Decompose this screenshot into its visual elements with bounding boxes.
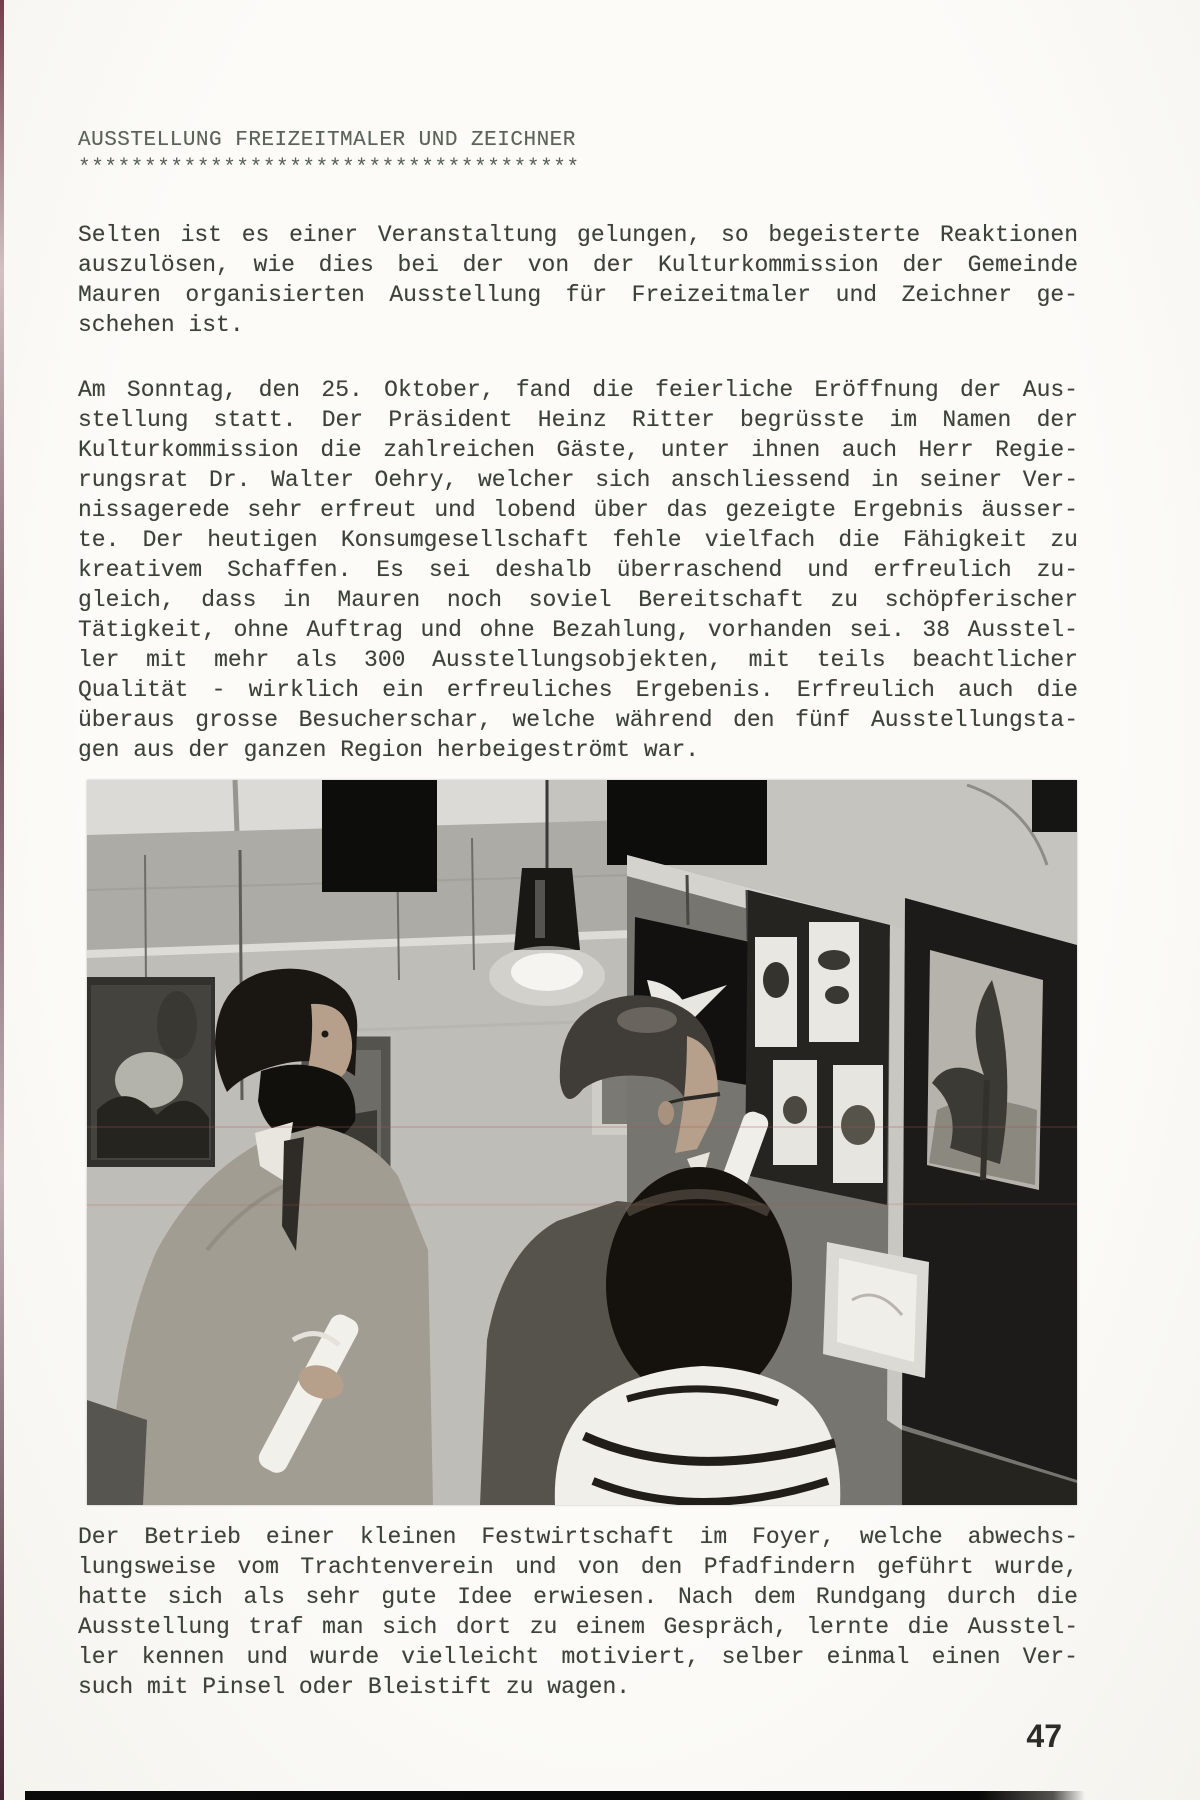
text-line: kreativem Schaffen. Es sei deshalb überraschend und erfreulich zu- bbox=[78, 557, 1078, 583]
text-line: ler mit mehr als 300 Ausstellungsobjekten, mit teils beachtlicher bbox=[78, 647, 1078, 673]
text-line: Mauren organisierten Ausstellung für Freizeitmaler und Zeichner ge- bbox=[78, 282, 1078, 308]
exhibition-photo-illustration bbox=[87, 780, 1077, 1505]
text-line: auszulösen, wie dies bei der von der Kulturkommission der Gemeinde bbox=[78, 252, 1078, 278]
paragraph bbox=[78, 1522, 1078, 1702]
scan-edge-bar bbox=[25, 1791, 1085, 1800]
text-line: stellung statt. Der Präsident Heinz Ritter begrüsste im Namen der bbox=[78, 407, 1078, 433]
text-line: gen aus der ganzen Region herbeigeströmt war. bbox=[78, 737, 700, 763]
page-title: AUSSTELLUNG FREIZEITMALER UND ZEICHNER bbox=[78, 129, 576, 152]
text-line: te. Der heutigen Konsumgesellschaft fehle vielfach die Fähigkeit zu bbox=[78, 527, 1078, 553]
text-line: Kulturkommission die zahlreichen Gäste, unter ihnen auch Herr Regie- bbox=[78, 437, 1078, 463]
text-line: hatte sich als sehr gute Idee erwiesen. Nach dem Rundgang durch die bbox=[78, 1584, 1078, 1610]
text-line: gleich, dass in Mauren noch soviel Bereitschaft zu schöpferischer bbox=[78, 587, 1078, 613]
text-line: such mit Pinsel oder Bleistift zu wagen. bbox=[78, 1674, 631, 1700]
text-line: Am Sonntag, den 25. Oktober, fand die feierliche Eröffnung der Aus- bbox=[78, 377, 1078, 403]
text-line: überaus grosse Besucherschar, welche während den fünf Ausstellungsta- bbox=[78, 707, 1078, 733]
page-number: 47 bbox=[1026, 1718, 1062, 1754]
binding-spine-strip bbox=[0, 0, 4, 1800]
text-line: Der Betrieb einer kleinen Festwirtschaft im Foyer, welche abwechs- bbox=[78, 1524, 1078, 1550]
text-line: ler kennen und wurde vielleicht motiviert, selber einmal einen Ver- bbox=[78, 1644, 1078, 1670]
text-line: schehen ist. bbox=[78, 312, 244, 338]
text-line: Qualität - wirklich ein erfreuliches Ergebenis. Erfreulich auch die bbox=[78, 677, 1078, 703]
text-line: Ausstellung traf man sich dort zu einem Gespräch, lernte die Ausstel- bbox=[78, 1614, 1078, 1640]
text-line: rungsrat Dr. Walter Oehry, welcher sich anschliessend in seiner Ver- bbox=[78, 467, 1078, 493]
title-asterisk-rule: ************************************** bbox=[78, 157, 580, 180]
text-line: lungsweise vom Trachtenverein und von den Pfadfindern geführt wurde, bbox=[78, 1554, 1078, 1580]
paragraph bbox=[78, 375, 1078, 765]
text-line: nissagerede sehr erfreut und lobend über das gezeigte Ergebnis äusser- bbox=[78, 497, 1078, 523]
text-line: Selten ist es einer Veranstaltung gelungen, so begeisterte Reaktionen bbox=[78, 222, 1078, 248]
text-line: Tätigkeit, ohne Auftrag und ohne Bezahlung, vorhanden sei. 38 Ausstel- bbox=[78, 617, 1078, 643]
paragraph bbox=[78, 220, 1078, 340]
exhibition-photo bbox=[87, 780, 1077, 1505]
